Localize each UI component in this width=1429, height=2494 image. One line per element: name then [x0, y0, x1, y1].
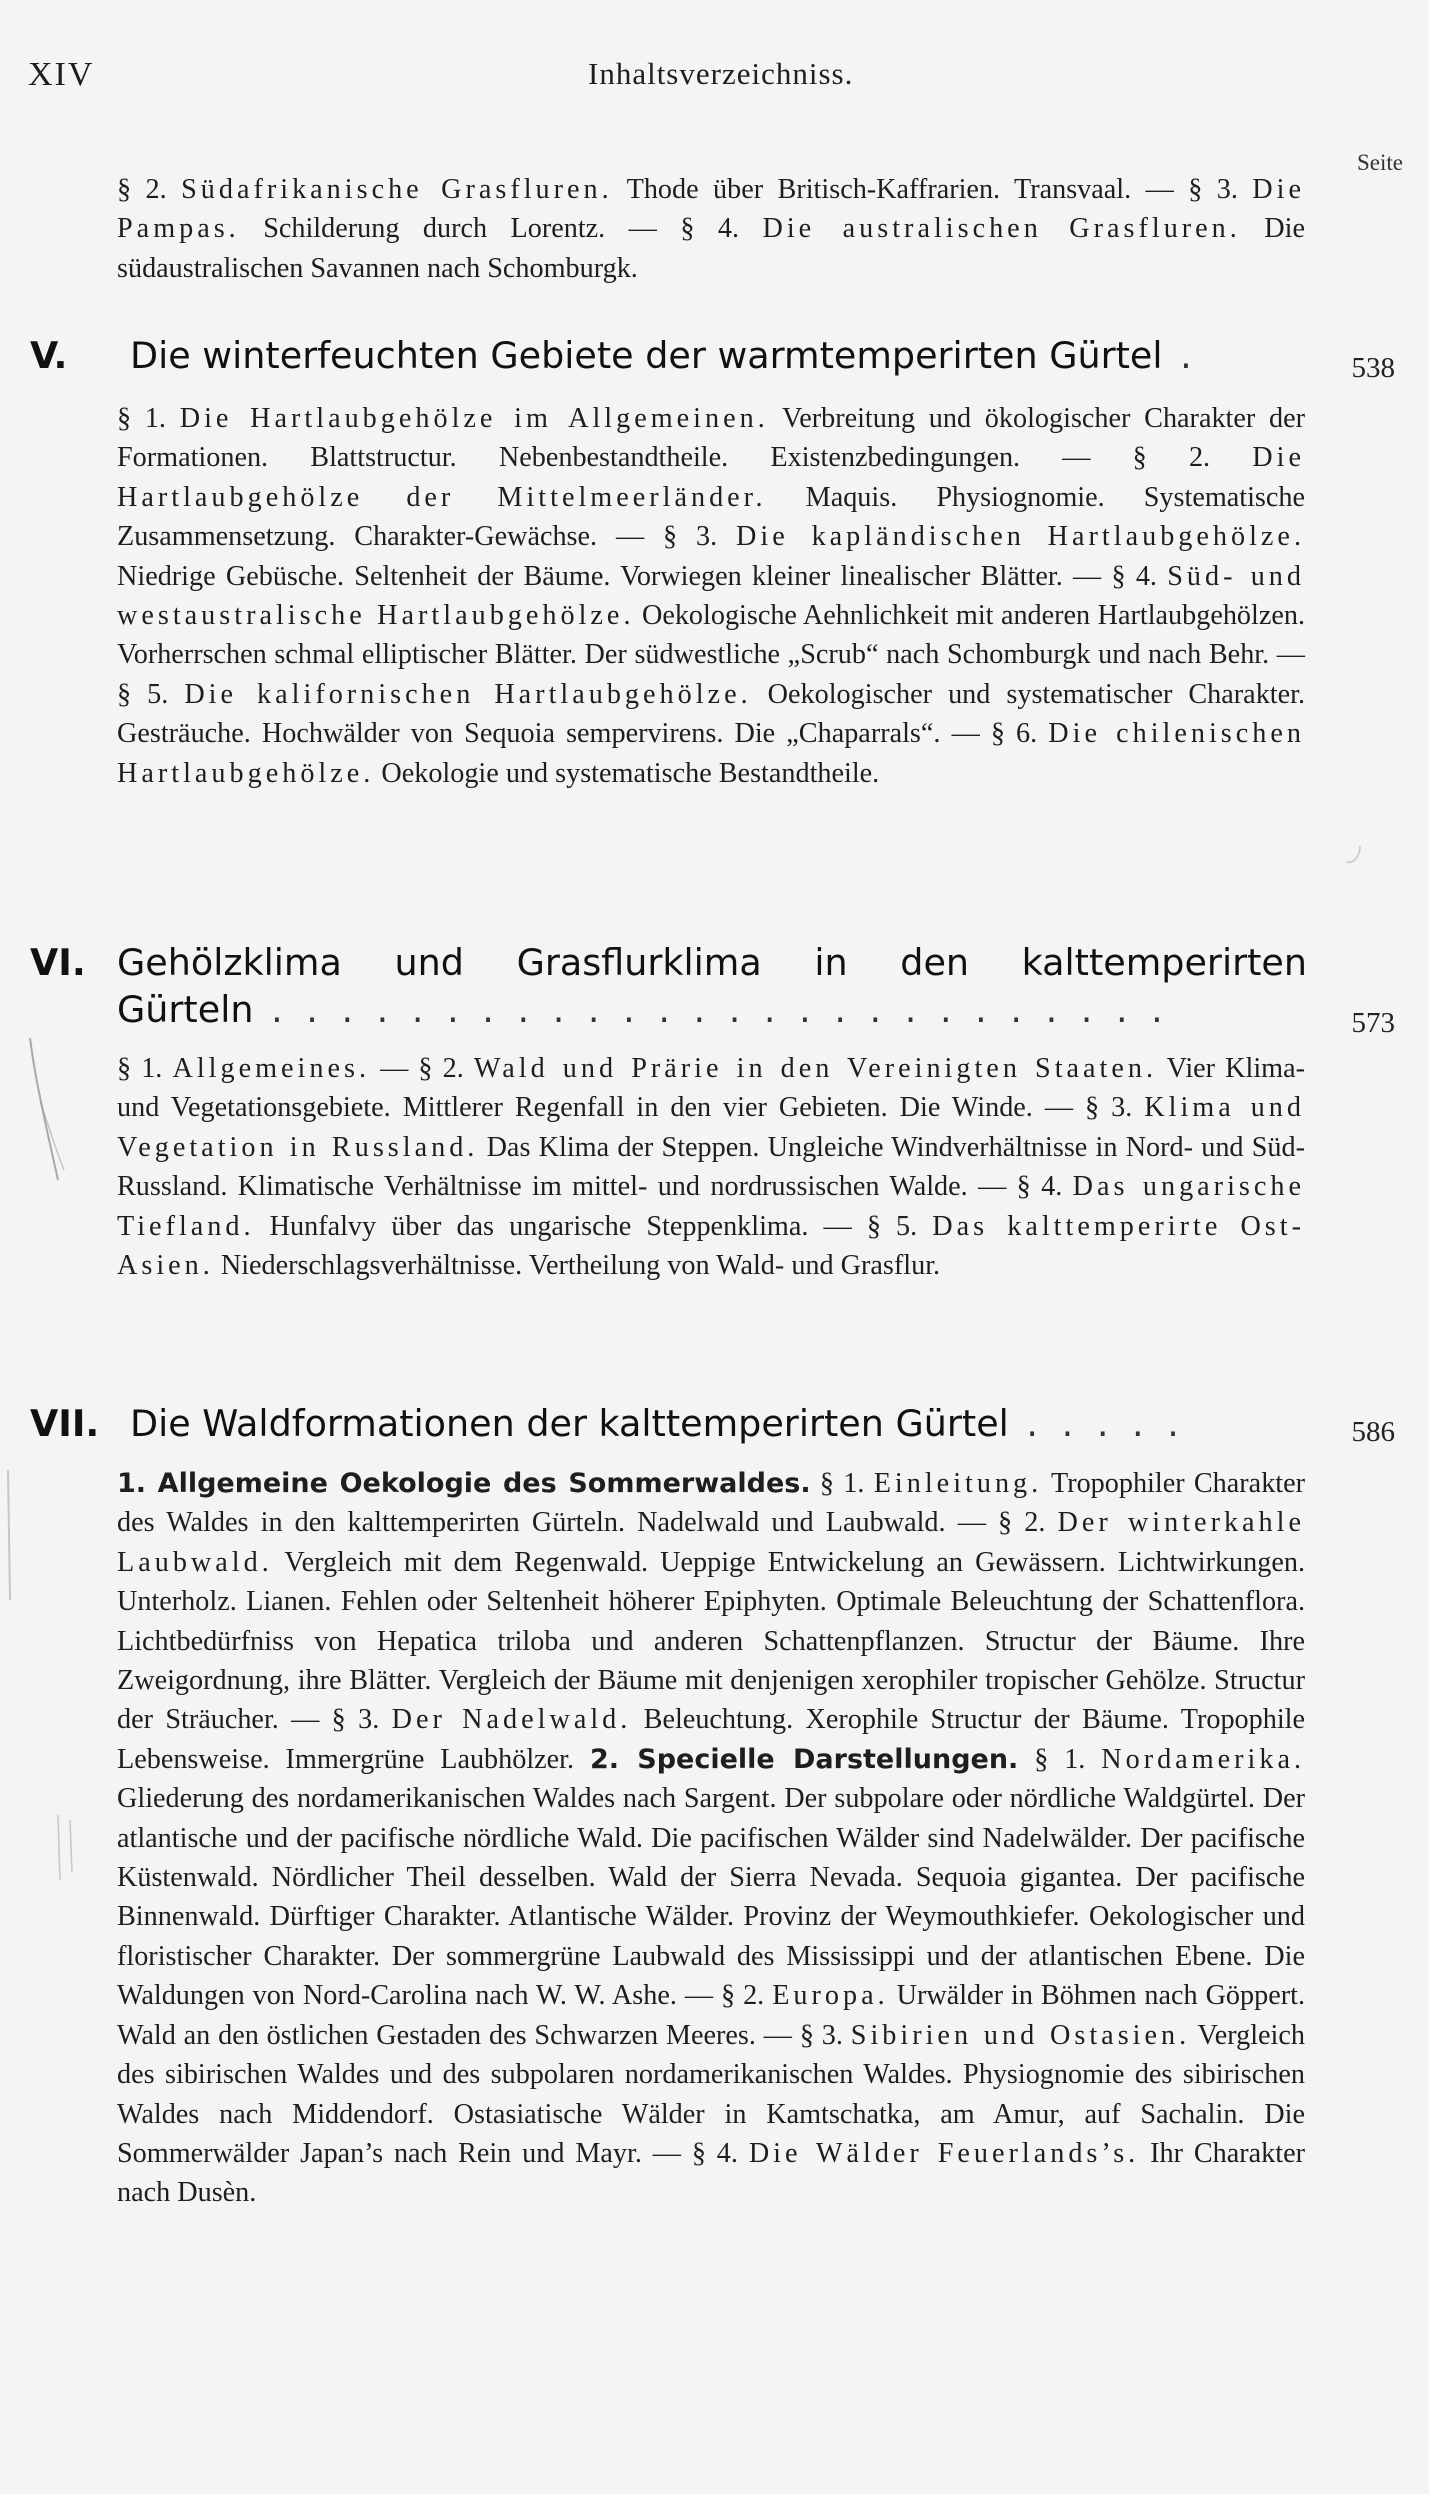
- pencil-margin-mark: [40, 1810, 100, 1890]
- section-title: Die Waldformationen der kalttemperirten Gürtel: [130, 1402, 1009, 1445]
- page-ref-586[interactable]: 586: [1351, 1416, 1395, 1448]
- intro-paragraph: § 2. Südafrikanische Grasfluren. Thode über Britisch-Kaffrarien. Transvaal. — § 3. Die Pampas. Schilderung durch Lorentz. — § 4. Die australischen Grasfluren. Die südaustralischen Savannen nach Schomburgk.: [117, 174, 1305, 284]
- section-title: Die winterfeuchten Gebiete der warmtemperirten Gürtel: [130, 334, 1163, 377]
- page-number-roman: XIV: [28, 56, 95, 93]
- page-ref-538[interactable]: 538: [1351, 352, 1395, 384]
- subheading-allgemeine-oekologie: 1. Allgemeine Oekologie des Sommerwaldes.: [117, 1468, 811, 1499]
- pencil-margin-mark: [0, 1450, 40, 1610]
- section-number: V.: [30, 334, 68, 377]
- section-v-contents: § 1. Die Hartlaubgehölze im Allgemeinen. Verbreitung und ökologischer Charakter der Formationen. Blattstructur. Nebenbestandtheile. Existenzbedingungen. — § 2. Die Hartlaubgehölze der Mittelmeerländer. Maquis. Physiognomie. Systematische Zusammensetzung. Charakter-Gewächse. — § 3. Die kapländischen Hartlaubgehölze. Niedrige Gebüsche. Seltenheit der Bäume. Vorwiegen kleiner linealischer Blätter. — § 4. Süd- und westaustralische Hartlaubgehölze. Oekologische Aehnlichkeit mit anderen Hartlaubgehölzen. Vorherrschen schmal elliptischer Blätter. Der südwestliche „Scrub“ nach Schomburgk und nach Behr. — § 5. Die kalifornischen Hartlaubgehölze. Oekologischer und systematischer Charakter. Gesträuche. Hochwälder von Sequoia sempervirens. Die „Chaparrals“. — § 6. Die chilenischen Hartlaubgehölze. Oekologie und systematische Bestandtheile.: [117, 403, 1306, 789]
- section-title-vi-line1: Gehölzklima und Grasflurklima in den kalttemperirten: [117, 941, 1307, 984]
- pencil-margin-mark: [0, 1030, 80, 1210]
- subheading-specielle-darstellungen: 2. Specielle Darstellungen.: [589, 1743, 1019, 1775]
- pencil-margin-mark: [1340, 840, 1370, 870]
- section-vii-contents: 1. Allgemeine Oekologie des Sommerwaldes. § 1. Einleitung. Tropophiler Charakter des Waldes in den kalttemperirten Gürteln. Nadelwald und Laubwald. — § 2. Der winterkahle Laubwald. Vergleich mit dem Regenwald. Ueppige Entwickelung an Gewässern. Lichtwirkungen. Unterholz. Lianen. Fehlen oder Seltenheit höherer Epiphyten. Optimale Beleuchtung der Schattenflora. Lichtbedürfniss von Hepatica triloba und anderen Schattenpflanzen. Structur der Bäume. Ihre Zweigordnung, ihre Blätter. Vergleich der Bäume mit denjenigen xerophiler tropischer Gehölze. Structur der Sträucher. — § 3. Der Nadelwald. Beleuchtung. Xerophile Structur der Bäume. Tropophile Lebensweise. Immergrüne Laubhölzer. 2. Specielle Darstellungen. § 1. Nordamerika. Gliederung des nordamerikanischen Waldes nach Sargent. Der subpolare oder nördliche Waldgürtel. Der atlantische und der pacifische nördliche Wald. Die pacifischen Wälder sind Nadelwälder. Der pacifische Küstenwald. Nördlicher Theil desselben. Wald der Sierra Nevada. Sequoia gigantea. Der pacifische Binnenwald. Dürftiger Charakter. Atlantische Wälder. Provinz der Weymouthkiefer. Oekologischer und floristischer Charakter. Der sommergrüne Laubwald des Mississippi und der atlantischen Ebene. Die Waldungen von Nord-Carolina nach W. W. Ashe. — § 2. Europa. Urwälder in Böhmen nach Göppert. Wald an den östlichen Gestaden des Schwarzen Meeres. — § 3. Sibirien und Ostasien. Vergleich des sibirischen Waldes und des subpolaren nordamerikanischen Waldes. Physiognomie des sibirischen Waldes nach Middendorf. Ostasiatische Wälder in Kamtschatka, am Amur, auf Sachalin. Die Sommerwälder Japan’s nach Rein und Mayr. — § 4. Die Wälder Feuerlands’s. Ihr Charakter nach Dusèn.: [117, 1468, 1306, 2209]
- section-heading-v[interactable]: V. Die winterfeuchten Gebiete der warmtemperirten Gürtel .: [30, 334, 1198, 377]
- section-vi-contents: § 1. Allgemeines. — § 2. Wald und Prärie in den Vereinigten Staaten. Vier Klima- und Vegetationsgebiete. Mittlerer Regenfall in den vier Gebieten. Die Winde. — § 3. Klima und Vegetation in Russland. Das Klima der Steppen. Ungleiche Windverhältnisse in Nord- und Süd-Russland. Klimatische Verhältnisse im mittel- und nordrussischen Walde. — § 4. Das ungarische Tiefland. Hunfalvy über das ungarische Steppenklima. — § 5. Das kalttemperirte Ost-Asien. Niederschlagsverhältnisse. Vertheilung von Wald- und Grasflur.: [117, 1053, 1306, 1282]
- section-title-vi-line2: Gürteln . . . . . . . . . . . . . . . . . . . . . . . . . .: [117, 988, 1169, 1031]
- seite-column-label: Seite: [1357, 150, 1403, 175]
- section-number: VI.: [30, 941, 86, 984]
- running-title: Inhaltsverzeichniss.: [588, 56, 854, 91]
- section-number: VII.: [30, 1402, 100, 1445]
- section-heading-vii[interactable]: VII. Die Waldformationen der kalttemperirten Gürtel . . . . .: [30, 1402, 1185, 1445]
- page-ref-573[interactable]: 573: [1351, 1007, 1395, 1039]
